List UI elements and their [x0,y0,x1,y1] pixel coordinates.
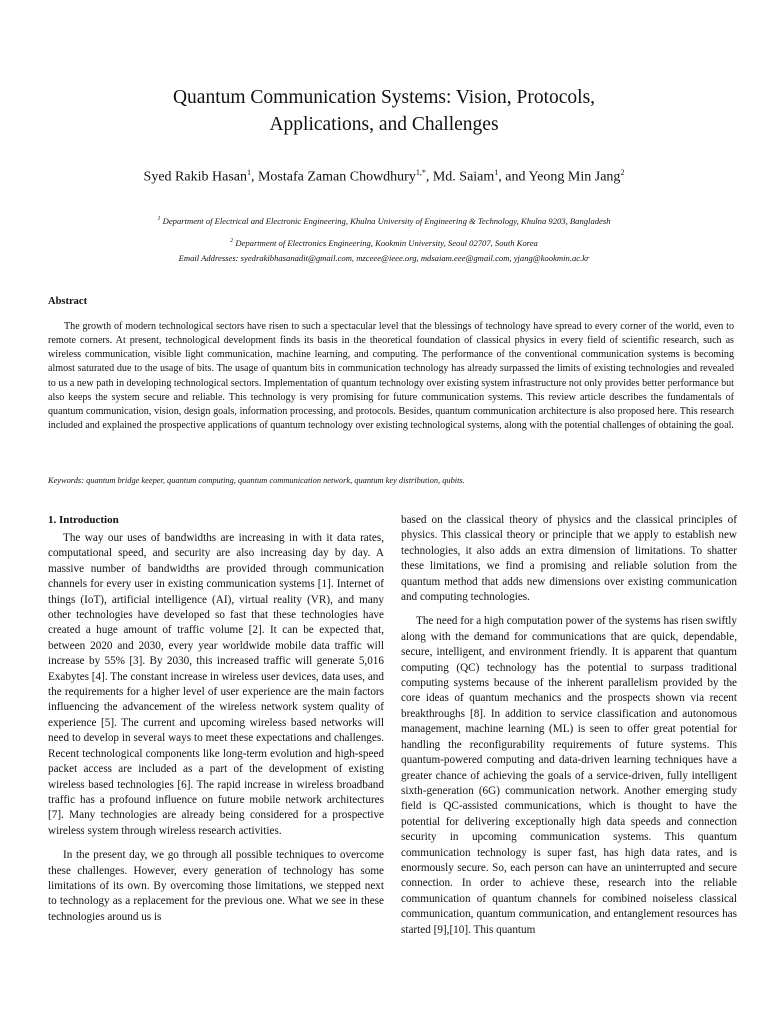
author-affiliation-mark: 1 [494,168,499,177]
body-paragraph: based on the classical theory of physics and the classical principles of physics. This classical theory or principle that we apply to establish new technologies, it also adds an extra dimension of limitations. To shatter these limitations, we find a promising and reliable solution from the quantum method that adds new dimensions over existing communication and computing technologies. [401,514,737,604]
author-list [40,163,728,188]
abstract-heading: Abstract [48,296,88,307]
affiliation-text: Department of Electronics Engineering, Kookmin University, Seoul 02707, South Korea [235,237,538,248]
affiliation-text: Department of Electrical and Electronic Engineering, Khulna University of Engineering & Technology, Khulna 9203, Bangladesh [162,215,611,226]
affiliation-mark: 2 [230,238,234,244]
section-heading-introduction: 1. Introduction [48,514,119,526]
author-affiliation-mark: 1 [246,168,251,177]
author-name: Mostafa Zaman Chowdhury [257,169,416,185]
left-column [48,513,384,925]
affiliation-2 [40,235,728,249]
author-separator: , [425,169,433,185]
affiliation-mark: 1 [157,216,161,222]
right-column [401,513,737,938]
keywords: Keywords: quantum bridge keeper, quantum computing, quantum communication network, quantum key distribution, qubits. [48,476,465,485]
author-name: Md. Saiam [432,169,495,185]
author-affiliation-mark: 1,* [415,168,426,177]
author-separator: , [250,169,258,185]
author-name: Syed Rakib Hasan [143,169,247,185]
author-separator: , and [498,169,529,185]
abstract-text: The growth of modern technological sectors have risen to such a spectacular level that the blessings of technology have spread to every corner of the world, even to remote corners. At present, technological development finds its basis in the theoretical foundation of classical physics in every field of scientific research, such as wireless communication, visible light communication, machine learning, and computing. The performance of the conventional communication systems is becoming almost saturated due to the usage of bits. The usage of quantum bits in communication technology has already surpassed the limits of existing technologies and revealed to us a new path in developing technological sectors. Implementation of quantum technology over existing system infrastructure not only provides better performance but also keeps the system secure and reliable. This technology is very promising for future communication systems. This review article describes the fundamentals of quantum communication, vision, design goals, information processing, and protocols. Besides, quantum communication architecture is also proposed here. This research included and explained the prospective applications of quantum technology over existing technological systems, along with the potential challenges of obtaining the goal. [48,321,734,432]
paper-title [60,84,708,138]
body-paragraph: The need for a high computation power of the systems has risen swiftly along with the demand for communications that are quick, dependable, secure, intelligent, and environment friendly. It is apparent that quantum computing (QC) technology has the potential to surpass traditional computing systems because of the inherent parallelism provided by the core ideas of quantum mechanics and the prospects shown via recent breakthroughs [8]. In addition to service classification and autonomous management, machine learning (ML) is seen to offer great potential for handling the reconfigurability requirements of future systems. This quantum-powered computing and data-driven learning techniques have a greater chance of achieving the goals of a service-driven, fully intelligent sixth-generation (6G) communication network. Another emerging study field is QC-assisted communications, which is thought to have the potential for delivering exceptionally high data speeds and connection security in upcoming communication systems. This quantum communication technology is super fast, has high data rates, and is enormously secure. So, each person can have an uninterrupted and secure connection. In order to achieve these, research into the reliable communication of quantum channels for combined noiseless classical communication, quantum communication, and entanglement resources has started [9],[10]. This quantum [401,615,737,936]
body-paragraph: In the present day, we go through all possible techniques to overcome these challenges. However, every generation of technology has some limitations of its own. By overcoming those limitations, we stepped next to technology as a replacement for the previous one. What we see in these technologies around us is [48,849,384,923]
title-line-2: Applications, and Challenges [269,114,499,135]
title-line-1: Quantum Communication Systems: Vision, Protocols, [172,87,596,108]
body-paragraph: The way our uses of bandwidths are increasing in with it data rates, computational speed, and security are also increasing day by day. A massive number of bandwidths are provided through communication channels for every user in existing communication systems [1]. Internet of things (IoT), artificial intelligence (AI), virtual reality (VR), and many other technologies have developed so fast that these technologies have created a huge amount of traffic volume [2]. It can be expected that, between 2020 and 2030, every year worldwide mobile data traffic will increase by 55% [3]. By 2030, this increased traffic will generate 5,016 Exabytes [4]. The constant increase in wireless user devices, data uses, and the requirements for a higher level of user experience are the main factors influencing the advancement of the wireless network system quality of experience [5]. The current and upcoming wireless based networks will need to develop in several ways to meet these expectations and challenges. Recent technological components like long-term evolution and high-speed packet access are included as a part of the development of existing wireless based technologies [6]. The rapid increase in wireless broadband traffic has a profound influence on future mobile network architectures [7]. Many technologies are already being considered for a prospective wireless system through wireless research activities. [48,532,384,837]
author-name: Yeong Min Jang [528,169,621,185]
author-affiliation-mark: 2 [620,168,625,177]
affiliation-1 [40,213,728,227]
email-addresses: Email Addresses: syedrakibhasanadit@gmail.com, mzceee@ieee.org, mdsaiam.eee@gmail.com, yjang@kookmin.ac.kr [178,253,590,263]
